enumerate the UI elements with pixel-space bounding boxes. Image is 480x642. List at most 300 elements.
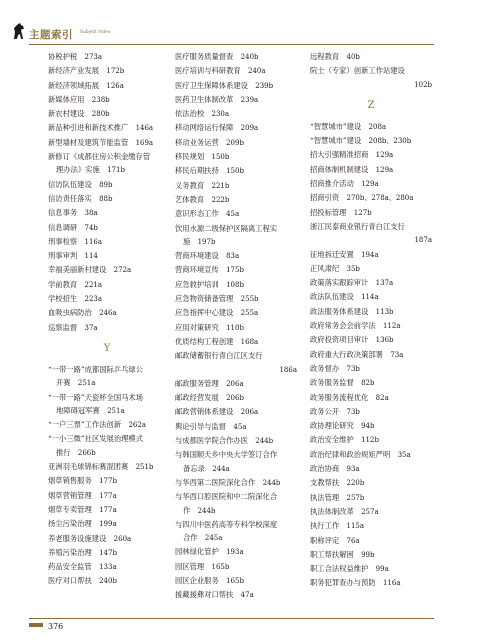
entry-page: 270b、278a、280a <box>346 194 414 203</box>
index-entry <box>48 363 166 391</box>
entry-term: 政府投资项目审计 <box>310 335 369 345</box>
index-entry <box>48 517 166 531</box>
entry-page: 165b <box>226 576 244 585</box>
entry-page: 206b <box>226 394 244 403</box>
entry-term: 政务公开 <box>310 406 340 416</box>
entry-term: 医药卫生体制改革 <box>175 94 234 104</box>
index-entry <box>310 319 432 333</box>
entry-continuation <box>48 376 166 390</box>
entry-page: 187a <box>414 236 432 245</box>
entry-term: 幸福美丽新村建设 <box>48 265 107 275</box>
entry-page: 220b <box>346 479 365 488</box>
entry-term: 邮政储蓄银行青白江区支行 <box>175 351 263 361</box>
entry-term: 艺体教育 <box>175 194 205 204</box>
entry-term: 园林绿化管护 <box>175 547 219 557</box>
entry-term: 义务教育 <box>175 180 205 190</box>
entry-page: 45a <box>233 422 247 431</box>
entry-page: 150b <box>211 153 230 162</box>
entry-page: 280b <box>91 110 110 119</box>
index-entry <box>48 50 166 64</box>
entry-page: 240a <box>247 67 266 76</box>
entry-term: 医疗卫生保障体系建设 <box>175 80 248 90</box>
index-entry <box>48 278 166 292</box>
entry-term: 亚洲羽毛球锦标赛混团赛 <box>48 462 129 472</box>
index-entry <box>175 335 297 349</box>
entry-page: 129a <box>375 165 394 174</box>
entry-term: 邮政经营发展 <box>175 393 219 403</box>
index-entry <box>175 349 297 377</box>
entry-continuation <box>48 163 166 177</box>
index-entry <box>48 150 166 178</box>
index-entry <box>310 276 432 290</box>
entry-term: 移动业务运营 <box>175 137 219 147</box>
entry-term: 职工合法权益维护 <box>310 564 369 574</box>
entry-term: 移民后期扶持 <box>175 166 219 176</box>
entry-term-continued: 施 <box>183 236 191 246</box>
entry-page: 206a <box>240 408 259 417</box>
index-group-y <box>48 363 166 589</box>
entry-page: 209a <box>240 124 259 133</box>
entry-term: 征地拆迁安置 <box>310 249 354 259</box>
index-entry <box>310 376 432 390</box>
entry-term: 政协理论研究 <box>310 421 354 431</box>
entry-page: 133a <box>99 563 117 572</box>
entry-page: 244a <box>212 464 230 473</box>
entry-page: 136b <box>375 336 394 345</box>
index-entry <box>310 64 432 92</box>
index-entry <box>310 120 432 134</box>
entry-page: 127b <box>353 208 372 217</box>
entry-term: 移民规划 <box>175 152 205 162</box>
index-entry <box>48 460 166 474</box>
entry-term: 新经济产业发展 <box>48 66 100 76</box>
entry-term: 刑事检察 <box>48 236 78 246</box>
entry-page: 126a <box>106 81 124 90</box>
entry-term: 应用对策研究 <box>175 322 219 332</box>
entry-page: 116a <box>382 579 401 588</box>
entry-term-continued: 地障碍冠军赛 <box>56 405 100 415</box>
index-entry <box>175 179 297 193</box>
entry-term-continued: 备忘录 <box>183 463 205 473</box>
index-entry <box>310 491 432 505</box>
entry-page: 169a <box>135 138 154 147</box>
index-entry <box>175 50 297 64</box>
entry-term: 与韩国顺天乡中央大学签订合作 <box>175 450 278 460</box>
entry-page: 177a <box>99 505 117 514</box>
entry-term: 正风肃纪 <box>310 263 340 273</box>
index-entry <box>48 221 166 235</box>
entry-page: 251a <box>77 379 96 388</box>
index-entry <box>175 560 297 574</box>
index-entry <box>48 292 166 306</box>
entry-page: 272a <box>113 266 132 275</box>
entry-page: 206a <box>226 379 244 388</box>
entry-term: 政法服务体系建设 <box>310 306 369 316</box>
entry-page: 239a <box>240 95 259 104</box>
entry-page: 129a <box>375 151 394 160</box>
entry-page: 73b <box>346 407 360 416</box>
entry-page: 251a <box>107 406 125 415</box>
entry-page: 129a <box>361 180 379 189</box>
index-entry <box>175 405 297 419</box>
entry-term: “一小三微”社区发展治理模式 <box>48 434 144 444</box>
index-entry <box>175 434 297 448</box>
index-entry <box>48 192 166 206</box>
entry-term: 与成都医学院合作办医 <box>175 436 248 446</box>
entry-page: 73a <box>390 350 404 359</box>
index-entry <box>175 64 297 78</box>
entry-page: 47a <box>240 591 254 600</box>
entry-page: 175b <box>226 266 244 275</box>
index-entry <box>310 462 432 476</box>
entry-term: 新经济领域拓展 <box>48 80 100 90</box>
entry-term: 饮用水源二级保护区隔离工程实 <box>175 223 278 233</box>
index-entry <box>175 263 297 277</box>
entry-term-continued: 推行 <box>56 447 71 457</box>
entry-page: 76a <box>346 536 360 545</box>
entry-term: 应急救护培训 <box>175 279 219 289</box>
entry-term-continued: 作 <box>183 505 191 515</box>
entry-continuation <box>48 446 166 460</box>
index-entry <box>310 191 432 205</box>
entry-page: 165b <box>211 562 230 571</box>
index-group-y-continued <box>175 50 297 603</box>
index-entry <box>48 432 166 460</box>
entry-page: 208b、230b <box>368 137 412 146</box>
entry-continuation <box>175 462 297 476</box>
index-column-2 <box>175 50 297 603</box>
entry-term: 园区管理 <box>175 561 205 571</box>
index-column-1 <box>48 50 166 589</box>
entry-page: 262a <box>128 421 146 430</box>
entry-page: 168a <box>240 337 259 346</box>
entry-page: 239b <box>255 81 274 90</box>
entry-term: 烟草营销管理 <box>48 490 92 500</box>
entry-page: 35a <box>397 450 411 459</box>
index-group-z <box>310 120 432 591</box>
entry-term: 医疗服务质量督查 <box>175 52 234 61</box>
entry-page: 221b <box>211 181 230 190</box>
entry-page: 222b <box>211 195 230 204</box>
entry-page: 112b <box>361 436 379 445</box>
index-entry <box>310 305 432 319</box>
index-entry <box>175 136 297 150</box>
index-entry <box>48 321 166 335</box>
entry-term: 信访队伍建设 <box>48 179 92 189</box>
entry-page: 244b <box>255 437 274 446</box>
entry-term: 新修订《成都住房公积金缴存管 <box>48 152 151 162</box>
entry-page: 113b <box>375 307 394 316</box>
entry-term: 新型墙材及建筑节能监管 <box>48 137 129 147</box>
index-entry <box>48 532 166 546</box>
entry-term: 协税护税 <box>48 52 78 61</box>
entry-page: 209b <box>226 138 244 147</box>
entry-term: 院士（专家）创新工作站建设 <box>310 66 405 76</box>
entry-term: “一带一路”成都国际乒乓球公 <box>48 364 144 374</box>
entry-term: 与华西第二医院深化合作 <box>175 477 256 487</box>
index-entry <box>48 418 166 432</box>
index-entry <box>310 290 432 304</box>
index-entry <box>310 519 432 533</box>
entry-page: 40b <box>346 53 360 61</box>
entry-page: 99b <box>361 550 375 559</box>
entry-page: 102b <box>414 80 432 89</box>
index-entry <box>48 206 166 220</box>
entry-term: 政务督办 <box>310 363 340 373</box>
index-entry <box>48 107 166 121</box>
entry-term: 援藏援彝对口帮扶 <box>175 590 234 600</box>
index-entry <box>310 262 432 276</box>
entry-page: 223a <box>84 295 103 304</box>
entry-page: 99a <box>375 565 389 574</box>
index-entry <box>310 50 432 64</box>
entry-term: 招商体制机制建设 <box>310 164 369 174</box>
entry-page: 112a <box>382 322 401 331</box>
entry-page: 93a <box>346 465 360 474</box>
index-entry <box>310 206 432 220</box>
entry-term: 与华西口腔医院和中二院深化合 <box>175 492 278 502</box>
entry-term: 学校招生 <box>48 294 78 304</box>
entry-term: 职务犯罪查办与预防 <box>310 578 376 588</box>
page-header <box>0 0 480 46</box>
index-entry <box>310 505 432 519</box>
entry-term: 医疗培训与科研教育 <box>175 66 241 76</box>
entry-page: 257b <box>346 493 365 502</box>
entry-page: 88b <box>99 194 113 203</box>
index-entry <box>175 377 297 391</box>
entry-term: 政务服务流程优化 <box>310 392 369 402</box>
index-entry <box>310 163 432 177</box>
index-entry <box>310 576 432 590</box>
entry-page: 257a <box>361 507 379 516</box>
page-number: 376 <box>48 622 64 631</box>
entry-page: 38a <box>84 209 98 218</box>
entry-term: 应急物资储备管理 <box>175 294 234 304</box>
index-entry <box>175 207 297 221</box>
entry-term: 职工帮扶解困 <box>310 549 354 559</box>
entry-page: 116a <box>84 237 103 246</box>
entry-page: 186a <box>279 365 297 374</box>
index-entry <box>48 503 166 517</box>
index-entry <box>48 235 166 249</box>
entry-term: 园区企业服务 <box>175 575 219 585</box>
entry-term: 浙江民泰商业银行青白江支行 <box>310 221 405 231</box>
index-entry <box>310 562 432 576</box>
entry-page: 240b <box>99 577 117 586</box>
entry-page: 114 <box>84 252 98 261</box>
index-entry <box>48 93 166 107</box>
index-entry <box>175 490 297 518</box>
index-entry <box>175 588 297 602</box>
index-entry <box>48 574 166 588</box>
entry-term: 刑事审判 <box>48 251 78 261</box>
entry-page: 230a <box>211 110 230 119</box>
index-entry <box>175 164 297 178</box>
index-entry <box>48 474 166 488</box>
index-entry <box>310 148 432 162</box>
index-entry <box>310 220 432 248</box>
entry-page: 114a <box>361 293 379 302</box>
entry-term: “智慧城市”建设 <box>310 136 362 146</box>
entry-page: 82a <box>375 393 389 402</box>
entry-term: 医疗对口帮扶 <box>48 576 92 586</box>
entry-term: 政治安全维护 <box>310 435 354 445</box>
entry-page: 89b <box>99 180 113 189</box>
index-entry <box>175 150 297 164</box>
index-entry <box>175 107 297 121</box>
index-entry <box>310 391 432 405</box>
entry-page: 110b <box>226 323 244 332</box>
index-entry <box>175 448 297 476</box>
entry-page: 255a <box>240 309 259 318</box>
index-group-x <box>48 50 166 335</box>
page-marker-bar <box>29 623 43 627</box>
entry-page: 244b <box>262 478 281 487</box>
entry-term: 与四川中医药高等专科学校深度 <box>175 519 278 529</box>
entry-term: 政治纪律和政治规矩严明 <box>310 449 391 459</box>
entry-term: 支教帮扶 <box>310 478 340 488</box>
entry-term: 政府重大行政决策部署 <box>310 349 383 359</box>
index-entry <box>310 534 432 548</box>
entry-page: 177a <box>99 491 117 500</box>
entry-term: 招大引强精准招商 <box>310 150 369 160</box>
entry-page: 197b <box>197 237 216 246</box>
index-entry <box>310 433 432 447</box>
header-rule <box>29 44 434 45</box>
entry-term: 巡察监督 <box>48 322 78 332</box>
index-entry <box>48 263 166 277</box>
entry-page: 251b <box>135 463 154 472</box>
entry-page: 238b <box>91 95 110 104</box>
entry-term: 招商引资 <box>310 193 340 203</box>
header-title: 主题索引 <box>29 29 73 41</box>
index-entry <box>310 405 432 419</box>
entry-page: 73b <box>346 364 360 373</box>
entry-term: 移动网络运行保障 <box>175 123 234 133</box>
index-entry <box>48 546 166 560</box>
entry-page: 82b <box>361 379 375 388</box>
index-entry <box>48 136 166 150</box>
entry-page: 208a <box>368 122 387 131</box>
index-entry <box>175 249 297 263</box>
index-entry <box>175 193 297 207</box>
entry-term: 应急指挥中心建设 <box>175 308 234 318</box>
entry-term: “一带一路”天瓷杯全国马术场 <box>48 392 144 402</box>
entry-page: 94b <box>361 422 375 431</box>
entry-continuation <box>175 531 297 545</box>
index-entry <box>175 545 297 559</box>
entry-page: 244b <box>197 506 216 515</box>
index-entry <box>48 560 166 574</box>
index-entry <box>175 121 297 135</box>
entry-term: 信访责任落实 <box>48 193 92 203</box>
entry-term: 远程教育 <box>310 52 340 61</box>
entry-term: 营商环境建设 <box>175 251 219 261</box>
index-entry <box>175 306 297 320</box>
entry-page: 246a <box>99 309 117 318</box>
entry-page: 240b <box>240 53 259 61</box>
index-entry <box>175 321 297 335</box>
entry-page: 245a <box>204 534 223 543</box>
entry-term: 营商环境宣传 <box>175 265 219 275</box>
index-entry <box>48 489 166 503</box>
index-entry <box>48 391 166 419</box>
entry-page: 266b <box>77 448 96 457</box>
entry-page: 35b <box>346 264 360 273</box>
index-column-3 <box>310 50 432 591</box>
entry-term: 烟草销售服务 <box>48 476 92 486</box>
entry-term-continued: 开赛 <box>56 378 71 388</box>
entry-page: 260a <box>113 534 132 543</box>
entry-page: 171b <box>107 166 125 175</box>
index-entry <box>175 292 297 306</box>
entry-page: 37a <box>84 323 98 332</box>
index-entry <box>48 64 166 78</box>
entry-term: 职称评定 <box>310 535 340 545</box>
entry-term: 执法管理 <box>310 492 340 502</box>
entry-term: 新农村建设 <box>48 109 85 119</box>
entry-term: 养殖污染治理 <box>48 547 92 557</box>
index-entry <box>175 391 297 405</box>
entry-term: 舆论引导与监督 <box>175 421 227 431</box>
index-entry <box>175 93 297 107</box>
entry-term: 政策落实跟踪审计 <box>310 278 369 288</box>
entry-page: 83a <box>226 252 240 261</box>
entry-term: 学前教育 <box>48 279 78 289</box>
entry-term: 依法治校 <box>175 109 205 119</box>
index-entry <box>310 348 432 362</box>
entry-term: 邮政营销体系建设 <box>175 407 234 417</box>
entry-continuation <box>48 404 166 418</box>
horse-logo-icon <box>11 22 27 40</box>
entry-term: 烟草专卖管理 <box>48 504 92 514</box>
index-entry <box>48 306 166 320</box>
entry-page: 108b <box>226 280 244 289</box>
index-entry <box>175 574 297 588</box>
entry-term: 药品安全监管 <box>48 562 92 572</box>
entry-page: 199a <box>99 520 117 529</box>
index-group-y-end <box>310 50 432 92</box>
footer-rule <box>29 618 434 619</box>
entry-page: 137a <box>375 279 394 288</box>
entry-page: 150b <box>226 167 244 176</box>
index-entry <box>48 178 166 192</box>
entry-page: 115a <box>346 522 365 531</box>
index-entry <box>310 248 432 262</box>
index-entry <box>310 333 432 347</box>
entry-term: 政治协商 <box>310 464 340 474</box>
section-letter-z: Z <box>367 99 375 111</box>
entry-page: 193a <box>226 548 244 557</box>
index-entry <box>310 548 432 562</box>
entry-term: 血吸虫病防治 <box>48 308 92 318</box>
index-entry <box>310 476 432 490</box>
index-entry <box>175 222 297 250</box>
index-entry <box>175 476 297 490</box>
entry-continuation <box>175 504 297 518</box>
index-entry <box>175 518 297 546</box>
entry-page: 172b <box>106 67 125 76</box>
index-entry <box>175 420 297 434</box>
entry-page: 177b <box>99 477 117 486</box>
entry-term: “智慧城市”建设 <box>310 121 362 131</box>
entry-term: 养老服务设施建设 <box>48 533 107 543</box>
entry-page: 146a <box>135 124 154 133</box>
index-entry <box>310 448 432 462</box>
entry-term: 执法体制改革 <box>310 506 354 516</box>
entry-term: 招投标管理 <box>310 207 347 217</box>
index-entry <box>310 134 432 148</box>
